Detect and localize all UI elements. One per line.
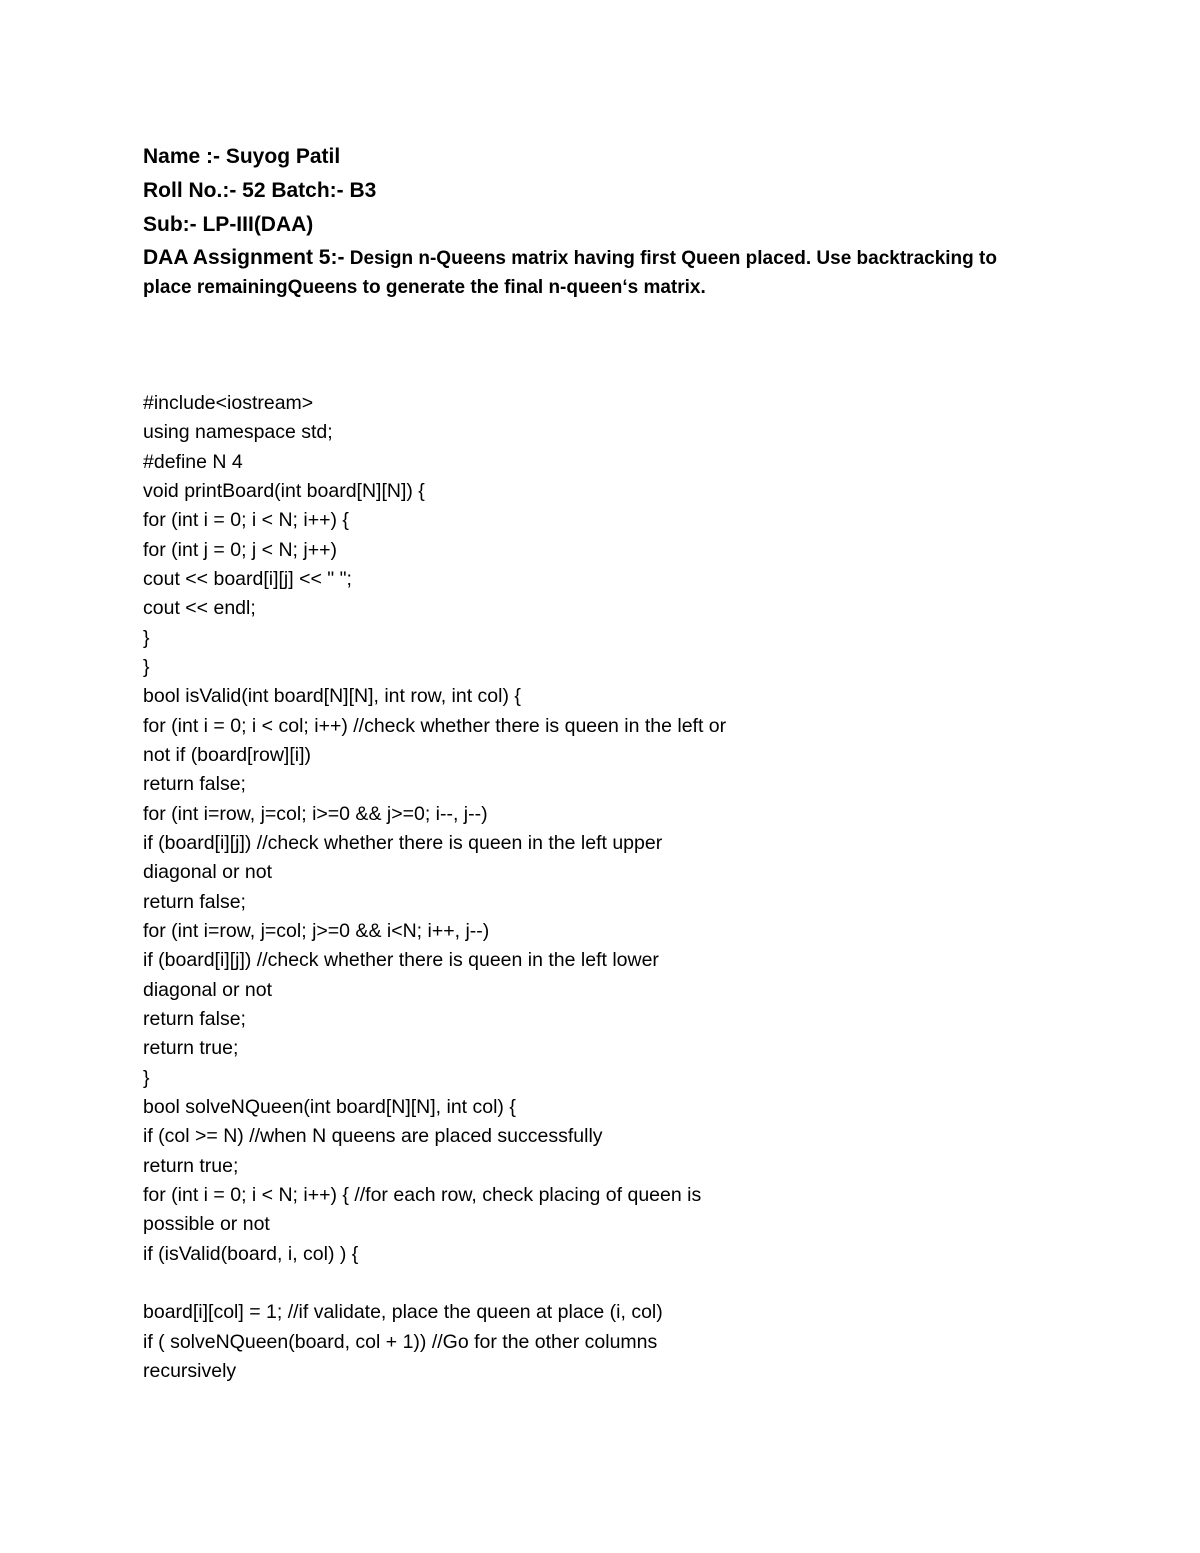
code-line: } xyxy=(143,655,150,678)
code-line: return false; xyxy=(143,1007,246,1030)
code-line: cout << endl; xyxy=(143,597,256,620)
code-line: recursively xyxy=(143,1359,237,1382)
code-line: bool solveNQueen(int board[N][N], int col) { xyxy=(143,1095,516,1118)
code-line xyxy=(143,1269,1003,1298)
code-line: if (col >= N) //when N queens are placed successfully xyxy=(143,1125,603,1148)
assignment-title xyxy=(143,243,1003,302)
code-line: using namespace std; xyxy=(143,421,333,444)
code-line: return true; xyxy=(143,1037,239,1060)
code-line: return true; xyxy=(143,1154,239,1177)
code-line: if ( solveNQueen(board, col + 1)) //Go for the other columns xyxy=(143,1330,658,1353)
code-line: } xyxy=(143,1066,150,1089)
code-line: cout << board[i][j] << " "; xyxy=(143,567,352,590)
code-line: for (int i = 0; i < N; i++) { //for each row, check placing of queen is xyxy=(143,1183,702,1206)
code-line: diagonal or not xyxy=(143,978,273,1001)
roll-batch: Roll No.:- 52 Batch:- B3 xyxy=(143,179,377,202)
code-listing xyxy=(143,389,1003,1386)
code-line: return false; xyxy=(143,773,246,796)
code-line: return false; xyxy=(143,890,246,913)
code-line: if (isValid(board, i, col) ) { xyxy=(143,1242,359,1265)
code-line: for (int i=row, j=col; i>=0 && j>=0; i--, j--) xyxy=(143,802,488,825)
code-line: #include<iostream> xyxy=(143,392,314,414)
code-line: not if (board[row][i]) xyxy=(143,743,311,766)
assignment-label: DAA Assignment 5:- xyxy=(143,246,345,269)
code-line: for (int i=row, j=col; j>=0 && i<N; i++, j--) xyxy=(143,919,490,942)
code-line: if (board[i][j]) //check whether there is queen in the left lower xyxy=(143,949,659,972)
code-line: } xyxy=(143,626,150,649)
code-line: board[i][col] = 1; //if validate, place the queen at place (i, col) xyxy=(143,1301,663,1324)
code-line: if (board[i][j]) //check whether there is queen in the left upper xyxy=(143,831,663,854)
code-line: for (int j = 0; j < N; j++) xyxy=(143,538,337,561)
code-line: possible or not xyxy=(143,1213,270,1236)
code-line: for (int i = 0; i < N; i++) { xyxy=(143,509,349,532)
subject: Sub:- LP-III(DAA) xyxy=(143,213,314,236)
code-line: for (int i = 0; i < col; i++) //check whether there is queen in the left or xyxy=(143,714,727,737)
assignment-text: Design n-Queens matrix having first Queen placed. Use backtracking to place remainingQueens to generate the final n-queen‘s matrix. xyxy=(143,248,997,298)
student-name: Name :- Suyog Patil xyxy=(143,145,341,168)
code-line: diagonal or not xyxy=(143,861,273,884)
code-line: void printBoard(int board[N][N]) { xyxy=(143,479,425,502)
code-line: bool isValid(int board[N][N], int row, int col) { xyxy=(143,685,521,708)
code-line: #define N 4 xyxy=(143,450,243,473)
document-header xyxy=(143,140,1003,302)
